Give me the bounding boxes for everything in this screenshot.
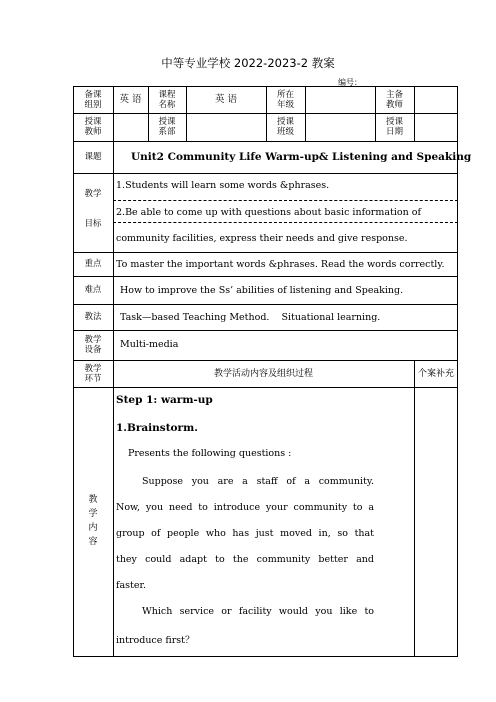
page-title: 中等专业学校 2022-2023-2 教案	[161, 56, 335, 70]
row-divider	[73, 173, 458, 174]
paragraph-line-3: group of people who has just moved in, so that	[116, 528, 374, 539]
objective-item-1: 1.Students will learn some words &phrases.	[116, 180, 330, 191]
methods-value: Task—based Teaching Method. Situational learning.	[120, 312, 381, 323]
content-label: 教 学 内 容	[88, 495, 98, 547]
teacher-label: 授课 教师	[84, 117, 102, 137]
paragraph-line-1: Suppose you are a staff of a community.	[142, 476, 374, 487]
class-value	[305, 113, 375, 141]
key-points-value: To master the important words &phrases. Read the words correctly.	[116, 259, 445, 270]
difficulties-label: 难点	[84, 285, 102, 295]
row-divider	[73, 276, 458, 277]
class-label: 授课 班级	[276, 117, 294, 137]
question-line-2: introduce first？	[116, 635, 195, 646]
grade-label: 所在 年级	[276, 89, 294, 110]
intro-text: Presents the following questions :	[128, 448, 292, 459]
col-divider	[414, 360, 415, 657]
lead-teacher-value	[414, 86, 458, 113]
row-divider	[73, 330, 458, 331]
dashed-divider	[113, 200, 458, 201]
key-points-label: 重点	[84, 259, 102, 269]
supplement-header: 个案补充	[417, 368, 454, 379]
row-divider	[73, 387, 458, 388]
course-name-value: 英 语	[214, 93, 238, 105]
topic-value: Unit2 Community Life Warm-up& Listening and Speaking	[131, 151, 472, 163]
step-heading: Step 1: warm-up	[116, 394, 213, 406]
department-value	[186, 113, 266, 141]
row-divider	[73, 141, 458, 142]
difficulties-value: How to improve the Ss’ abilities of listening and Speaking.	[120, 285, 404, 296]
objective-item-2-cont: community facilities, express their needs and give response.	[116, 233, 408, 244]
paragraph-line-2: Now, you need to introduce your community to a	[116, 502, 374, 513]
process-label: 教学 环节	[84, 363, 102, 384]
date-value	[414, 113, 458, 141]
equipment-value: Multi-media	[120, 339, 179, 350]
objective-item-2: 2.Be able to come up with questions about basic information of	[116, 207, 421, 218]
lead-teacher-label: 主备 教师	[385, 89, 403, 110]
paragraph-line-5: faster.	[116, 580, 147, 591]
row-divider	[73, 252, 458, 253]
grade-value	[305, 86, 375, 113]
methods-label: 教法	[84, 312, 102, 322]
teacher-value	[113, 113, 148, 141]
serial-number-label: 编号：	[338, 78, 362, 87]
lesson-plan-table	[73, 86, 472, 657]
objectives-label-line1: 教学	[84, 189, 102, 199]
prep-group-label: 备课 组别	[84, 89, 102, 110]
paragraph-line-4: they could adapt to the community better and	[116, 554, 374, 565]
question-line-1: Which service or facility would you like to	[142, 606, 374, 617]
prep-group-value: 英 语	[119, 93, 142, 105]
topic-label: 课题	[84, 152, 102, 162]
brainstorm-heading: 1.Brainstorm.	[116, 422, 198, 434]
course-name-label: 课程 名称	[158, 89, 176, 110]
activity-header: 教学活动内容及组织过程	[213, 368, 313, 379]
row-divider	[73, 304, 458, 305]
department-label: 授课 系部	[158, 117, 176, 137]
equipment-label: 教学 设备	[84, 335, 102, 355]
dashed-divider	[113, 222, 458, 223]
objectives-label-line2: 目标	[84, 219, 102, 229]
date-label: 授课 日期	[385, 117, 403, 137]
